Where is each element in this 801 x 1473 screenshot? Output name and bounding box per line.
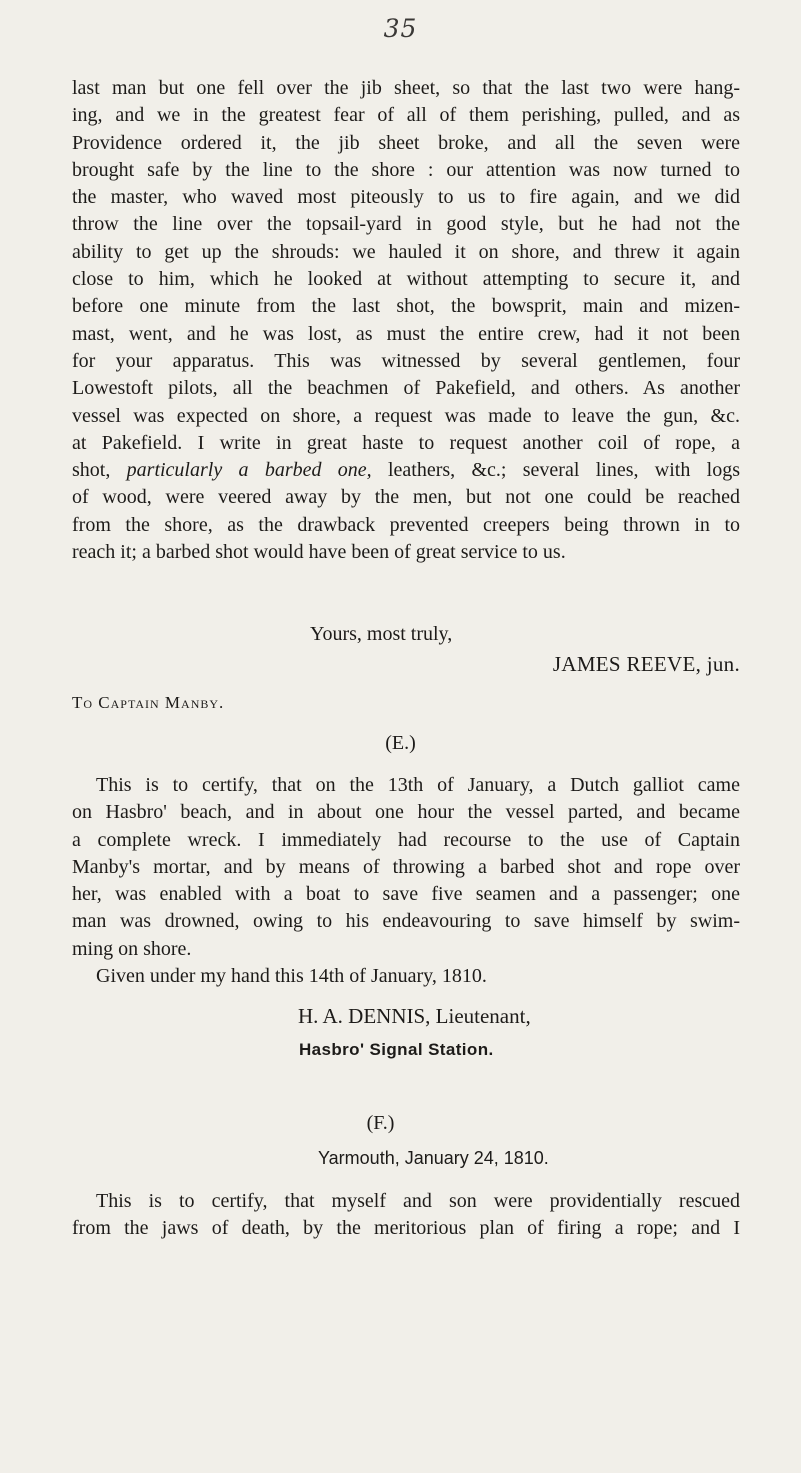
page-number: 35 — [383, 14, 418, 43]
text-line: mast, went, and he was lost, as must the entire crew, had it not been — [72, 322, 740, 345]
text-line: This is to certify, that myself and son were providentially rescued — [96, 1190, 740, 1212]
text-line: vessel was expected on shore, a request was made to leave the gun, &c. — [72, 404, 740, 427]
text-line: ing, and we in the greatest fear of all of them perishing, pulled, and as — [72, 104, 740, 127]
letter-body — [72, 75, 740, 712]
section-f-dateline: Yarmouth, January 24, 1810. — [318, 1148, 549, 1168]
text-line: ming on shore. — [72, 937, 192, 960]
text-line: throw the line over the topsail-yard in good style, but he had not the — [72, 213, 740, 236]
text-line: Manby's mortar, and by means of throwing a barbed shot and rope over — [72, 855, 740, 878]
text-line: before one minute from the last shot, the bowsprit, main and mizen- — [72, 295, 740, 318]
text-line-with-italic — [72, 457, 740, 484]
text-line: from the shore, as the drawback prevented creepers being thrown in to — [72, 513, 740, 536]
section-e-station: Hasbro' Signal Station. — [299, 1040, 494, 1059]
letter-closing: Yours, most truly, — [310, 623, 453, 645]
text-line: a complete wreck. I immediately had recourse to the use of Captain — [72, 828, 740, 851]
text-line: on Hasbro' beach, and in about one hour the vessel parted, and became — [72, 801, 740, 824]
section-e-label: (E.) — [385, 732, 416, 754]
text-line: Providence ordered it, the jib sheet broke, and all the seven were — [72, 131, 740, 154]
text-span: leathers, &c.; several lines, with logs — [371, 459, 740, 482]
text-line: from the jaws of death, by the meritorious plan of firing a rope; and I — [72, 1217, 740, 1240]
text-span: shot, — [72, 459, 127, 482]
text-line: of wood, were veered away by the men, but not one could be reached — [72, 486, 740, 509]
text-line: at Pakefield. I write in great haste to request another coil of rope, a — [72, 431, 740, 454]
text-line: This is to certify, that on the 13th of January, a Dutch galliot came — [96, 774, 740, 796]
text-line: for your apparatus. This was witnessed by several gentlemen, four — [72, 349, 740, 372]
section-e-signer: H. A. DENNIS, Lieutenant, — [298, 1004, 531, 1028]
text-line: her, was enabled with a boat to save five seamen and a passenger; one — [72, 883, 740, 906]
text-line: man was drowned, owing to his endeavouring to save himself by swim- — [72, 910, 740, 933]
section-e-body — [72, 772, 740, 963]
text-line: ability to get up the shrouds: we hauled it on shore, and threw it again — [72, 240, 740, 263]
text-line: last man but one fell over the jib sheet, so that the last two were hang- — [72, 77, 740, 99]
section-e-given-line: Given under my hand this 14th of January, 1810. — [96, 965, 487, 987]
text-line: brought safe by the line to the shore : our attention was now turned to — [72, 158, 740, 181]
italic-emphasis: particularly a barbed one, — [126, 459, 372, 482]
text-line: the master, who waved most piteously to us to fire again, and we did — [72, 186, 740, 209]
text-line: reach it; a barbed shot would have been of great service to us. — [72, 541, 566, 564]
text-line: Lowestoft pilots, all the beachmen of Pakefield, and others. As another — [72, 377, 740, 400]
text-line: close to him, which he looked at without attempting to secure it, and — [72, 268, 740, 291]
section-f-label: (F.) — [366, 1112, 395, 1134]
letter-signature: JAMES REEVE, jun. — [552, 652, 740, 676]
letter-addressee: To Captain Manby. — [72, 693, 225, 712]
section-f-body — [72, 1188, 740, 1243]
